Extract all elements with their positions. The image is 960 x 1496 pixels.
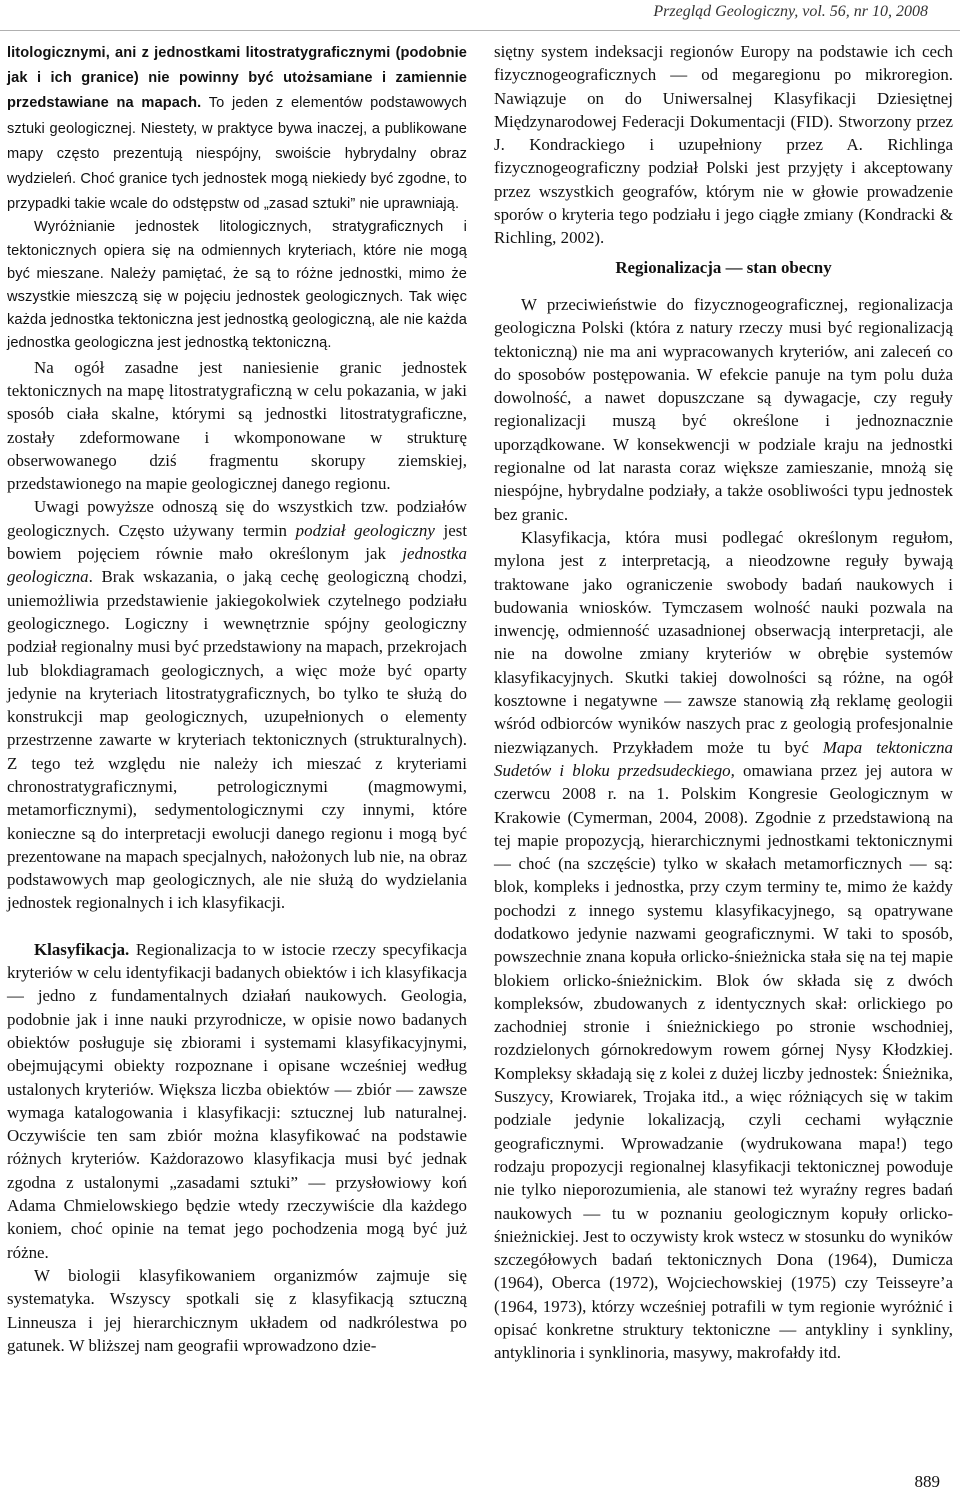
- paragraph: Na ogół zasadne jest naniesienie granic jednostek tektonicznych na mapę litostratygraficzną w celu pokazania, w jaki sposób ciała skalne, którymi są jednostki litostratygraficzne, zostały zdeformowane i wkomponowane w strukturę obserwowanego dziś fragmentu skorupy ziemskiej, przedstawionego na mapie geologicznej danego regionu.: [7, 357, 467, 494]
- paragraph-text: omawiana przez jej autora w czerwcu 2008 r. na 1. Polskim Kongresie Geologicznym w Krakowie (Cymerman, 2004, 2008). Zgodnie z przedstawioną na tej mapie propozycją, hierarchicznymi jednostkami tektonicznymi — choć (na szczęście) tylko w skałach metamorficznych — są: blok, kompleks i jednostka, przy czym terminy te, mimo że każdy pochodzi z innego systemu klasyfikacyjnego, są opatrywane dodatkowo jedynie nazwami geograficznymi. W taki to sposób, powszechnie znana kopuła orlicko-śnieżnicka stała się na tej mapie blokiem orlicko-śnieżnickim. Blok ów składa się z dwóch kompleksów, zbudowanych z identycznych skał: orlickiego po zachodniej stronie i śnieżnickiego po stronie wschodniej, rozdzielonych górnokredowym rowem górnej Nysy Kłodzkiej. Kompleksy składają się z kolei z dużej liczby jednostek: Śnieżnika, Suszycy, Krowiarek, Trojaka itd., a więc różniących się w takim podziale jedynie lokalizacją, czyli cechami wyłącznie geograficznymi. Wprowadzanie (wydrukowana mapa!) tego rodzaju propozycji regionalnej klasyfikacji tektonicznej powoduje nie tylko nieporozumienia, ale stanowi też wyraźny regres badań naukowych — tu w poznaniu geologicznym kopuły orlicko-śnieżnickiej. Jest to oczywisty krok wstecz w stosunku do wyników szczegółowych badań tektonicznych Dona (1964), Dumicza (1964), Oberca (1972), Wojciechowskiej (1975) czy Teisseyre’a (1964, 1973), którzy wcześniej potrafili w tym regionie wyróżnić i opisać konkretne struktury tektoniczne — antykliny i synkliny, antyklinoria i synklinoria, masywy, makrofałdy itd.: [494, 760, 953, 1363]
- paragraph-text: Regionalizacja to w istocie rzeczy specyfikacja kryteriów w celu identyfikacji badanych obiektów i ich klasyfikacja — jedno z fundamentalnych działań naukowych. Geologia, podobnie jak i inne nauki przyrodnicze, w opisie nowo badanych obiektów posługuje się zbiorami i systemami klasyfikacyjnymi, obejmującymi obiekty rozpoznane i opisane wcześniej według ustalonych kryteriów. Większa liczba obiektów — zbiór — zawsze wymaga katalogowania i klasyfikacji: sztucznej lub naturalnej. Oczywiście ten sam zbiór można klasyfikować na podstawie różnych kryteriów. Każdorazowo klasyfikacja musi być jednak zgodna z ustalonymi „zasadami sztuki” — przysłowiowy koń Adama Chmielowskiego będzie wtedy rzeczywiście dla każdego koniem, choć opinie na temat jego pochodzenia mogą być już różne.: [7, 939, 467, 1262]
- paragraph-text: jest bowiem pojęciem równie mało określonym jak: [7, 520, 468, 564]
- paragraph-text: To jeden z elementów podstawowych sztuki geologicznej. Niestety, w praktyce bywa inaczej, a publikowane mapy często prezentują niespójny, swoiście hybrydalny obraz wydzieleń. Choć granice tych jednostek mogą niekiedy być zgodne, to przypadki takie wcale do odstępstw od „zasad sztuki” nie uprawniają.: [7, 95, 467, 213]
- paragraph: [494, 526, 953, 1365]
- section-heading: Regionalizacja — stan obecny: [615, 257, 832, 277]
- running-header: [0, 0, 960, 31]
- section-lead: Klasyfikacja.: [34, 939, 130, 959]
- paragraph: [7, 40, 467, 216]
- paragraph-text: Klasyfikacja, która musi podlegać określonym regułom, mylona jest z interpretacją, a nieodzowne reguły bywają traktowane jako ograniczenie swobody badań naukowych i budowania wniosków. Tymczasem wolność nauki pozwala na inwencję, odmienność uzasadnionej obserwacją interpretacji, ale nie na dowolne zmiany kryteriów w obrębie systemów klasyfikacyjnych. Skutki takiej dowolności są różne, na ogół kosztowne i negatywne — zawsze stanowią złą reklamę geologii wśród odbiorców wyników naszych prac z geologią profesjonalnie niezwiązanych. Przykładem może tu być: [494, 527, 953, 757]
- paragraph: W biologii klasyfikowaniem organizmów zajmuje się systematyka. Wszyscy spotkali się z klasyfikacją sztuczną Linneusza i jej hierarchicznym układem od nadkrólestwa po gatunek. W bliższej nam geografii wprowadzono dzie-: [7, 1265, 467, 1355]
- page-number: 889: [914, 1472, 940, 1491]
- paragraph-text: . Brak wskazania, o jaką cechę geologiczną chodzi, uniemożliwia przedstawienie jakiegokolwiek czytelnego podziału geologicznego. Logiczny i wewnętrznie spójny geologiczny podział regionalny musi być przedstawiony na mapach, przekrojach lub blokdiagramach geologicznych, a więc może być oparty jedynie na kryteriach litostratygraficznych, bo tylko te służą do konstrukcji map geologicznych, uzupełnionych o elementy przestrzenne zawarte w kryteriach tektonicznych (strukturalnych). Z tego też względu nie należy ich mieszać z kryteriami chronostratygraficznymi, petrologicznymi (magmowymi, metamorficznymi), sedymentologicznymi czy innymi, które konieczne są do interpretacji ewolucji danego regionu i mogą być prezentowane na mapach specjalnych, nałożonych lub nie, na obraz podstawowych map geologicznych, ale nie służą do wydzielania jednostek regionalnych i ich klasyfikacji.: [7, 567, 467, 913]
- paragraph: Wyróżnianie jednostek litologicznych, stratygraficznych i tektonicznych opiera się na odmiennych kryteriach, które nie mogą być mieszane. Należy pamiętać, że są to różne jednostki, mimo że wszystkie mieszczą się w pojęciu jednostek geologicznych. Tak więc każda jednostka tektoniczna jest jednostką geologiczną, ale nie każda jednostka geologiczna jest jednostką tektoniczną.: [7, 219, 467, 352]
- paragraph: [7, 938, 467, 1264]
- italic-term: podział geologiczny: [295, 520, 435, 540]
- left-column: [7, 40, 467, 1357]
- journal-citation: Przegląd Geologiczny, vol. 56, nr 10, 2008: [653, 3, 928, 20]
- paragraph: [7, 495, 467, 914]
- paragraph-text: Uwagi powyższe odnoszą się do wszystkich tzw. podziałów geologicznych. Często używany termin: [7, 497, 467, 540]
- bold-emphasis: litologicznymi, ani z jednostkami litostratygraficznymi (podobnie jak i ich granice) nie powinny być utożsamiane i zamiennie przedstawiane na mapach.: [7, 45, 467, 112]
- italic-title: Mapa tektoniczna Sudetów i bloku przedsudeckiego,: [494, 737, 953, 780]
- paragraph: W przeciwieństwie do fizycznogeograficznej, regionalizacja geologiczna Polski (która z natury rzeczy musi być regionalizacją tektoniczną) nie ma ani wypracowanych kryteriów, ani zaleceń co do sposobów postępowania. W efekcie panuje na tym polu duża dowolność, a nawet dopuszczane są dywagacje, czy reguły regionalizacji muszą być określone i jednoznacznie uporządkowane. W konsekwencji w podziale kraju na jednostki regionalne od lat narasta coraz większe zamieszanie, mnożą się niespójne, hybrydalne podziały, a także osobliwości typu jednostek bez granic.: [494, 294, 953, 524]
- italic-term: jednostka geologiczna: [7, 544, 467, 587]
- right-column: [494, 40, 953, 1365]
- paragraph: siętny system indeksacji regionów Europy na podstawie ich cech fizycznogeograficznych — od megaregionu po mikroregion. Nawiązuje on do Uniwersalnej Klasyfikacji Dziesiętnej Międzynarodowej Federacji Dokumentacji (FID). Stworzony przez J. Kondrackiego i uzupełniony przez A. Richlinga fizycznogeograficzny podział Polski jest przyjęty i akceptowany przez wszystkich geografów, którym nie w głowie prowadzenie sporów o kryteria tego podziału i jego ciągłe zmiany (Kondracki & Richling, 2002).: [494, 42, 953, 248]
- section-gap: [7, 915, 467, 938]
